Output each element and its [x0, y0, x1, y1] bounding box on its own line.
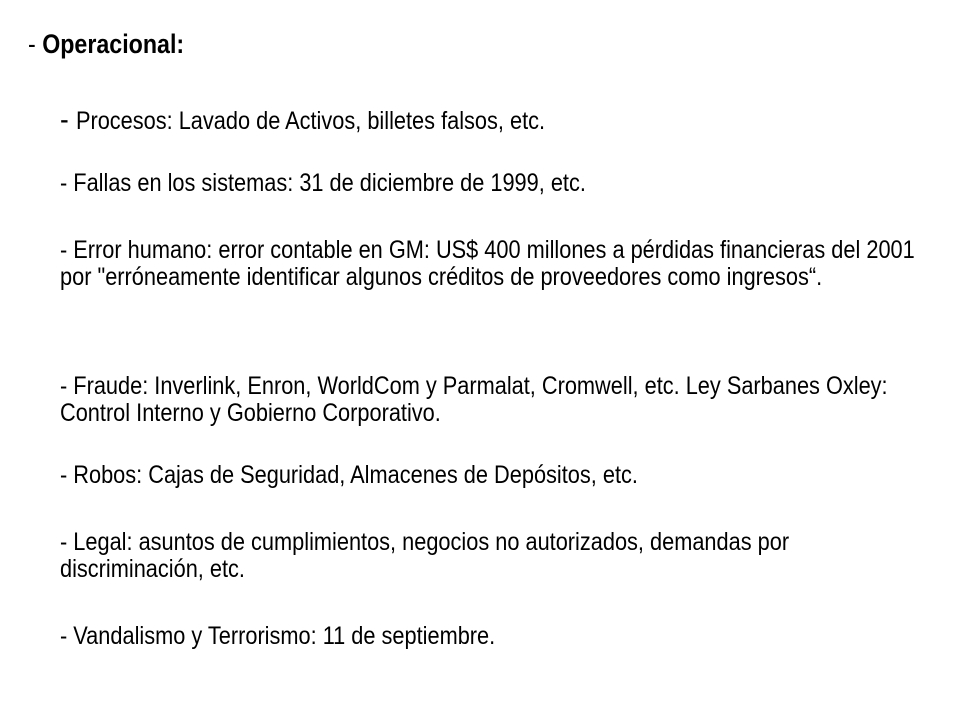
- list-item-dash: -: [60, 103, 76, 136]
- heading-dash: -: [28, 29, 43, 59]
- list-item-vandalismo-terrorismo: - Vandalismo y Terrorismo: 11 de septiembre.: [60, 622, 496, 650]
- list-item-text: Procesos: Lavado de Activos, billetes falsos, etc.: [75, 107, 546, 135]
- list-item-fallas-sistemas: - Fallas en los sistemas: 31 de diciembre de 1999, etc.: [60, 169, 586, 197]
- list-item-fraude: - Fraude: Inverlink, Enron, WorldCom y Parmalat, Cromwell, etc. Ley Sarbanes Oxley: Control Interno y Gobierno Corporativo.: [60, 372, 888, 427]
- section-heading: [28, 24, 184, 64]
- list-item-robos: - Robos: Cajas de Seguridad, Almacenes de Depósitos, etc.: [60, 461, 638, 489]
- heading-title: Operacional:: [42, 29, 185, 59]
- list-item-legal: - Legal: asuntos de cumplimientos, negocios no autorizados, demandas por discriminación, etc.: [60, 528, 790, 583]
- list-item-procesos: [60, 103, 921, 136]
- list-item-error-humano: - Error humano: error contable en GM: US$ 400 millones a pérdidas financieras del 2001 por "erróneamente identificar algunos créditos de proveedores como ingresos“.: [60, 236, 915, 291]
